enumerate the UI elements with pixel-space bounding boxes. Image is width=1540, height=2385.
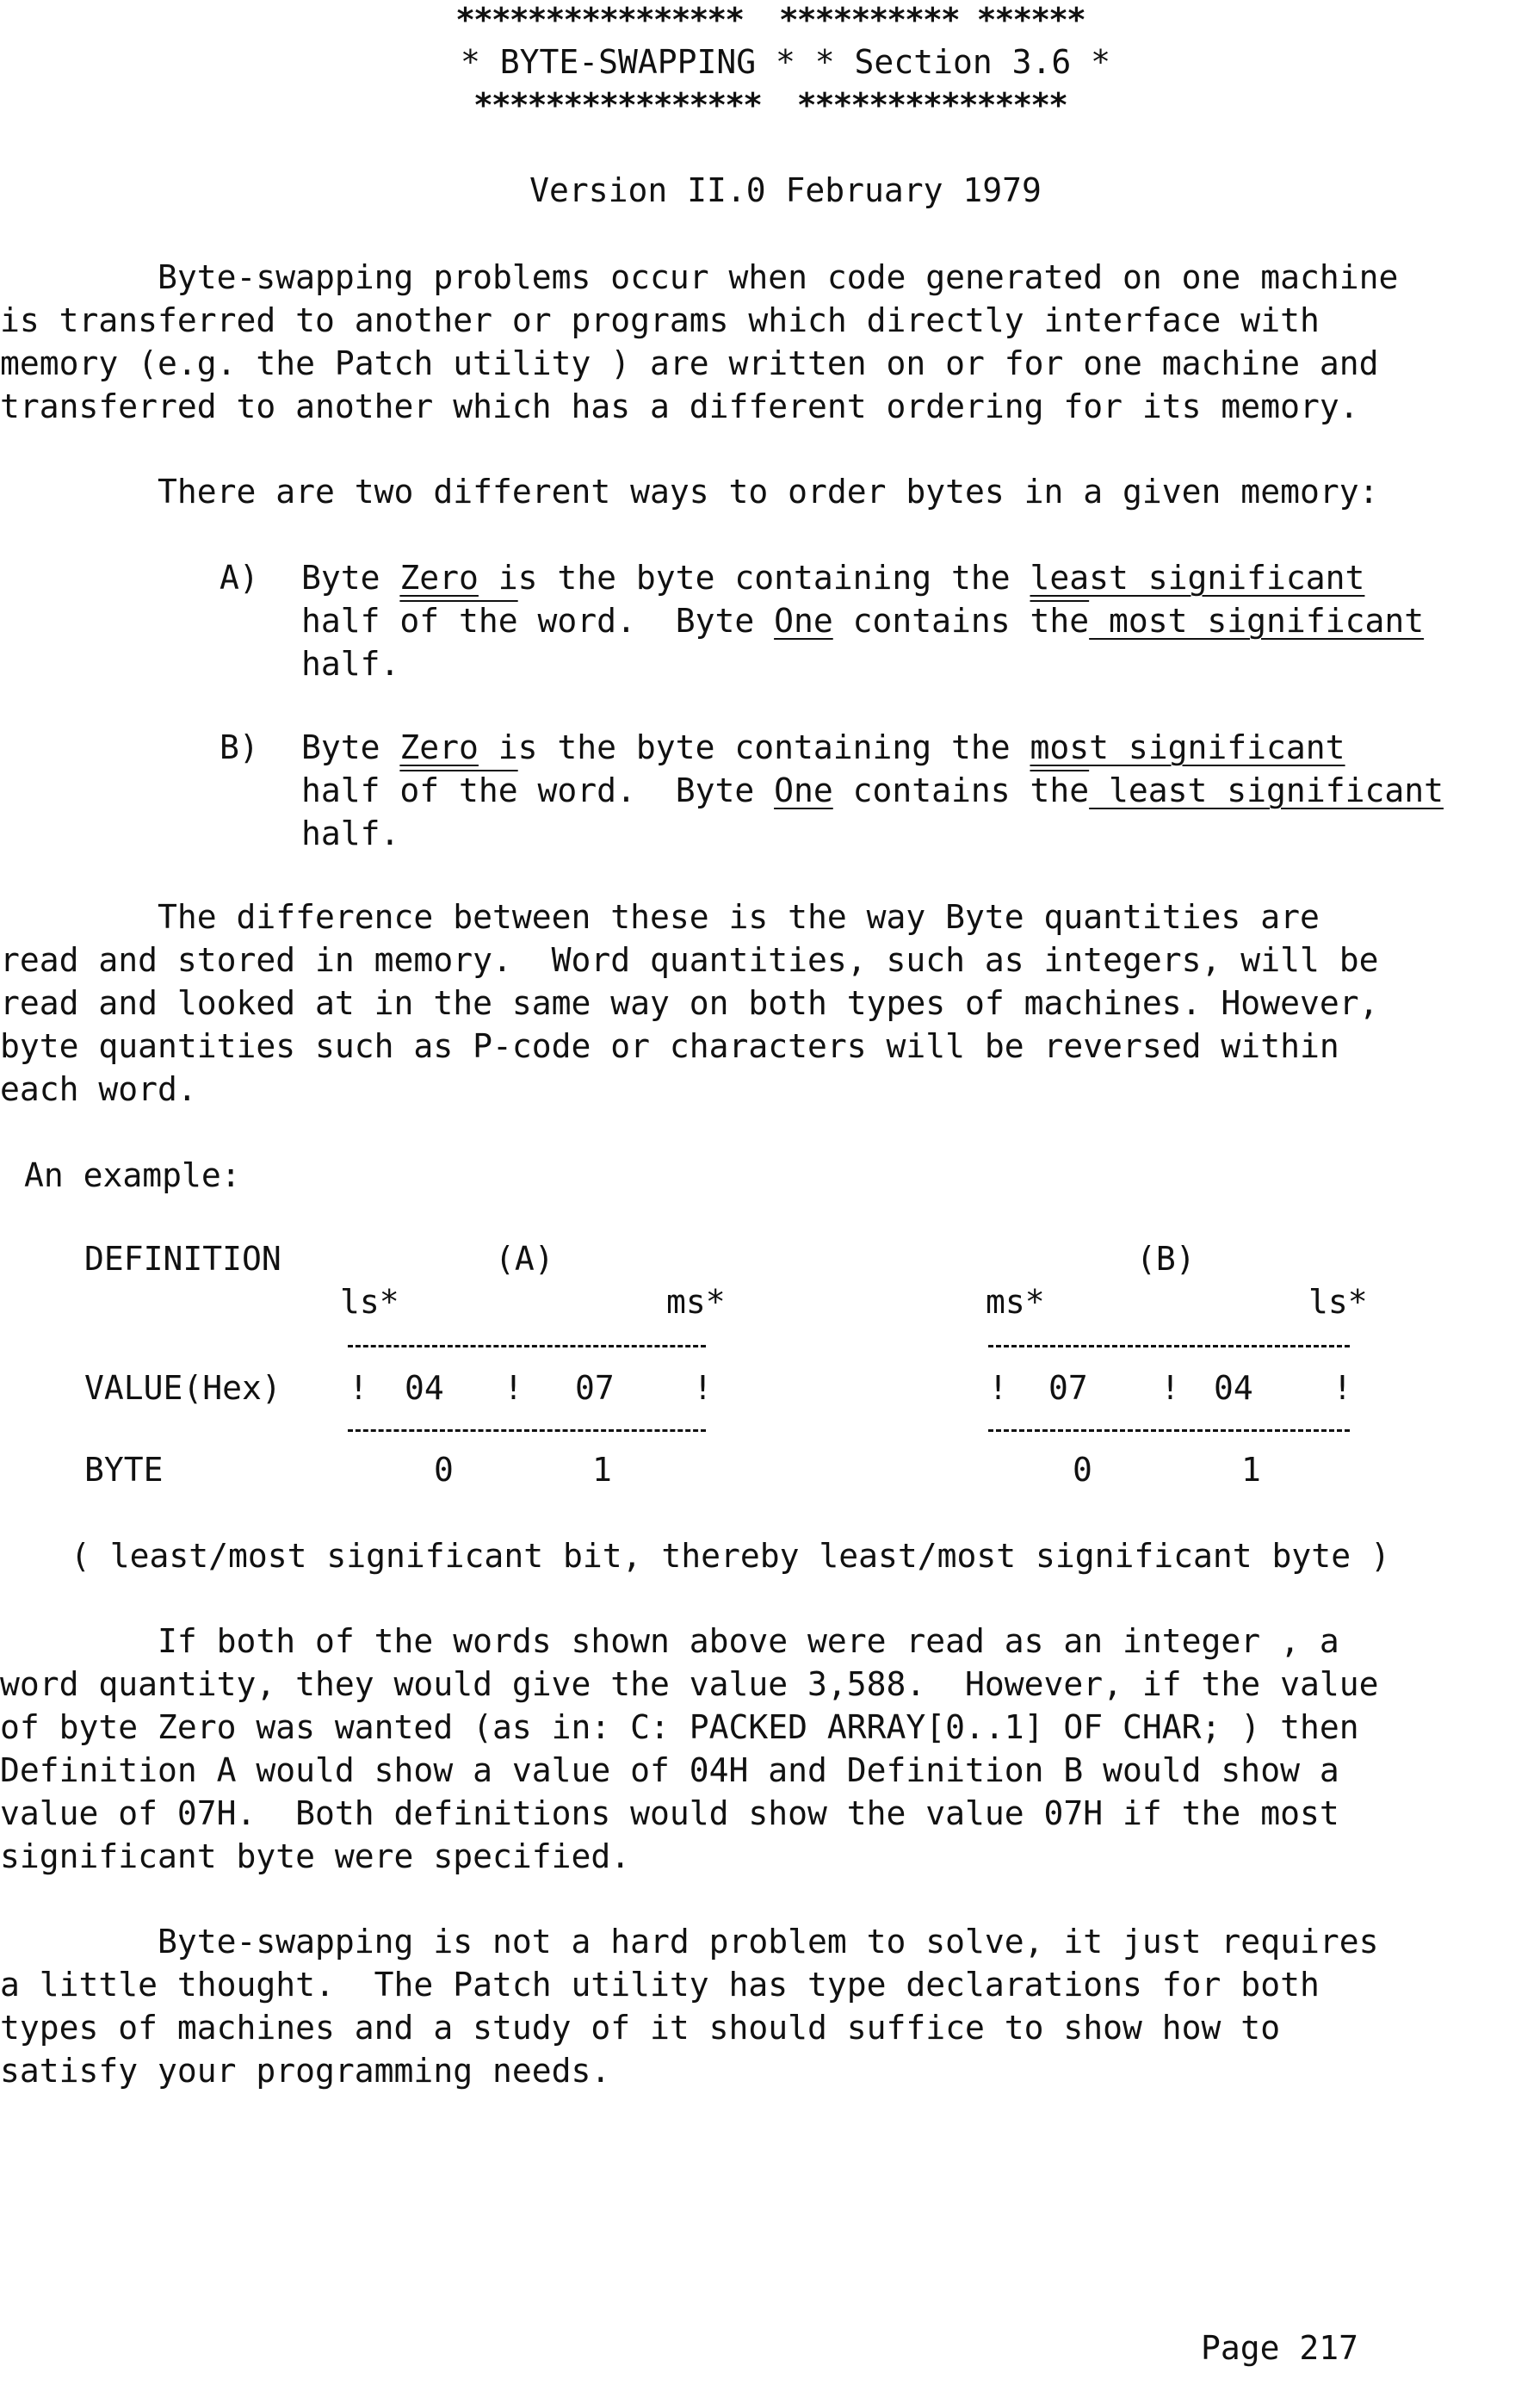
- table-rule: [988, 1429, 1350, 1432]
- paragraph-line: read and looked at in the same way on both types of machines. However,: [0, 984, 1379, 1022]
- table-bang: !: [349, 1369, 368, 1407]
- list-label-a: A): [220, 559, 259, 597]
- b-byte0-index: 0: [1073, 1451, 1092, 1489]
- paragraph-line: read and stored in memory. Word quantities, such as integers, will be: [0, 941, 1379, 979]
- header-stars-bottom: **************** ***************: [473, 86, 1067, 124]
- paragraph-line: If both of the words shown above were read as an integer , a: [0, 1622, 1339, 1660]
- paragraph-line: of byte Zero was wanted (as in: C: PACKED ARRAY[0..1] OF CHAR; ) then: [0, 1708, 1359, 1746]
- paragraph-line: satisfy your programming needs.: [0, 2052, 611, 2090]
- table-bang: !: [504, 1369, 523, 1407]
- list-item-a-line3: half.: [301, 645, 400, 683]
- version-line: Version II.0 February 1979: [529, 171, 1042, 209]
- page-number: Page 217: [1201, 2329, 1359, 2367]
- paragraph-line: memory (e.g. the Patch utility ) are written on or for one machine and: [0, 344, 1379, 382]
- a-byte1-index: 1: [592, 1451, 612, 1489]
- list-item-b-line3: half.: [301, 815, 400, 852]
- list-item-b-line2: half of the word. Byte One contains $\overline{the}$ least significant: [301, 771, 1444, 809]
- paragraph-line: significant byte were specified.: [0, 1837, 631, 1875]
- list-item-b-line1: Byte Zero is the byte containing the most significant: [301, 728, 1345, 766]
- header-stars-top: **************** ********** ******: [455, 1, 1085, 39]
- table-rule: [988, 1345, 1350, 1347]
- b-byte1-index: 1: [1241, 1451, 1261, 1489]
- definition-b-name: (B): [1136, 1240, 1196, 1278]
- paragraph-line: value of 07H. Both definitions would show the value 07H if the most: [0, 1794, 1339, 1832]
- a-right-significance: ms*: [666, 1283, 726, 1321]
- paragraph-line: transferred to another which has a different ordering for its memory.: [0, 387, 1359, 425]
- paragraph-line: The difference between these is the way Byte quantities are: [0, 898, 1320, 936]
- table-bang: !: [693, 1369, 713, 1407]
- list-item-a-line2: half of the word. Byte One contains $\overline{the}$ most significant: [301, 602, 1425, 640]
- section-title: * BYTE-SWAPPING * * Section 3.6 *: [461, 43, 1110, 81]
- a-byte1-value: 07: [575, 1369, 615, 1407]
- paragraph-line: types of machines and a study of it should suffice to show how to: [0, 2009, 1281, 2047]
- table-rule: [348, 1429, 706, 1432]
- example-intro: An example:: [24, 1156, 241, 1194]
- a-left-significance: ls*: [340, 1283, 399, 1321]
- paragraph-line: is transferred to another or programs which directly interface with: [0, 301, 1320, 339]
- value-label: VALUE(Hex): [84, 1369, 281, 1407]
- b-left-significance: ms*: [986, 1283, 1045, 1321]
- paragraph-line: Definition A would show a value of 04H and Definition B would show a: [0, 1751, 1339, 1789]
- table-bang: !: [1333, 1369, 1352, 1407]
- b-byte1-value: 04: [1214, 1369, 1253, 1407]
- table-rule: [348, 1345, 706, 1347]
- byte-label: BYTE: [84, 1451, 164, 1489]
- table-bang: !: [988, 1369, 1008, 1407]
- list-label-b: B): [220, 728, 259, 766]
- paragraph-line: byte quantities such as P-code or characters will be reversed within: [0, 1027, 1339, 1065]
- significance-footnote: ( least/most significant bit, thereby least/most significant byte ): [71, 1537, 1390, 1575]
- b-byte0-value: 07: [1048, 1369, 1088, 1407]
- paragraph-line: each word.: [0, 1070, 197, 1108]
- paragraph-line: Byte-swapping is not a hard problem to solve, it just requires: [0, 1923, 1379, 1961]
- b-right-significance: ls*: [1308, 1283, 1368, 1321]
- definition-a-name: (A): [495, 1240, 554, 1278]
- paragraph-line: There are two different ways to order bytes in a given memory:: [0, 473, 1379, 511]
- paragraph-line: word quantity, they would give the value 3,588. However, if the value: [0, 1665, 1379, 1703]
- a-byte0-value: 04: [405, 1369, 444, 1407]
- paragraph-line: a little thought. The Patch utility has type declarations for both: [0, 1966, 1320, 2004]
- paragraph-line: Byte-swapping problems occur when code generated on one machine: [0, 258, 1399, 296]
- a-byte0-index: 0: [434, 1451, 454, 1489]
- table-bang: !: [1160, 1369, 1180, 1407]
- definition-label: DEFINITION: [84, 1240, 281, 1278]
- list-item-a-line1: Byte Zero is the byte containing the least significant: [301, 559, 1365, 597]
